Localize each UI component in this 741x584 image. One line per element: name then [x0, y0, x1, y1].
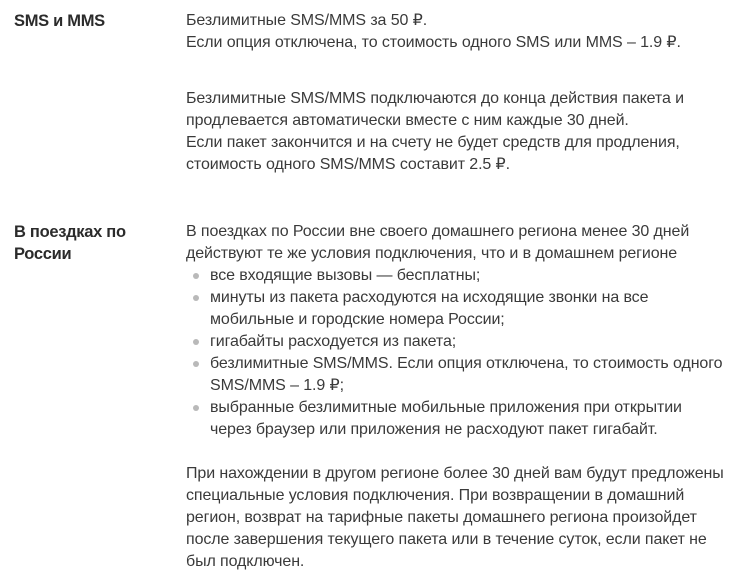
list-item-text: выбранные безлимитные мобильные приложения при открытии через браузер или приложения не расходуют пакет гигабайт. — [210, 399, 682, 438]
bullet-icon — [193, 339, 199, 345]
list-item-text: гигабайты расходуется из пакета; — [210, 333, 457, 350]
bullet-icon — [193, 273, 199, 279]
bullet-icon — [193, 361, 199, 367]
section-travel-russia — [14, 221, 727, 573]
section-body-sms-mms — [186, 10, 727, 176]
paragraph-sms-price — [186, 10, 727, 54]
paragraph-sms-renewal — [186, 88, 727, 176]
text-line: Безлимитные SMS/MMS за 50 ₽. — [186, 12, 428, 29]
bullet-icon — [193, 405, 199, 411]
list-item — [186, 353, 727, 397]
list-item-text: минуты из пакета расходуются на исходящие звонки на все мобильные и городские номера России; — [210, 289, 649, 328]
paragraph-travel-long-stay — [186, 463, 727, 573]
text-line: Безлимитные SMS/MMS подключаются до конца действия пакета и продлевается автоматически вместе с ним каждые 30 дней. — [186, 90, 684, 129]
section-heading-sms-mms: SMS и MMS — [14, 12, 105, 30]
list-item-text: все входящие вызовы — бесплатны; — [210, 267, 481, 284]
list-item — [186, 397, 727, 441]
section-body-travel-russia — [186, 221, 727, 573]
section-heading-travel-russia: В поездках по России — [14, 223, 126, 263]
list-item — [186, 331, 727, 353]
text-line: Если опция отключена, то стоимость одного SMS или MMS – 1.9 ₽. — [186, 34, 681, 51]
section-sms-mms — [14, 10, 727, 176]
bullet-icon — [193, 295, 199, 301]
text-line: Если пакет закончится и на счету не будет средств для продления, стоимость одного SMS/MMS составит 2.5 ₽. — [186, 134, 680, 173]
travel-conditions-list — [186, 265, 727, 441]
text-line: В поездках по России вне своего домашнего региона менее 30 дней действуют те же условия подключения, что и в домашнем регионе — [186, 223, 690, 262]
list-item — [186, 265, 727, 287]
text-line: При нахождении в другом регионе более 30 дней вам будут предложены специальные условия подключения. При возвращении в домашний регион, возврат на тарифные пакеты домашнего региона произойдет после завершения текущего пакета или в течение суток, если пакет не был подключен. — [186, 465, 724, 570]
list-item — [186, 287, 727, 331]
paragraph-travel-intro — [186, 221, 727, 265]
list-item-text: безлимитные SMS/MMS. Если опция отключена, то стоимость одного SMS/MMS – 1.9 ₽; — [210, 355, 723, 394]
